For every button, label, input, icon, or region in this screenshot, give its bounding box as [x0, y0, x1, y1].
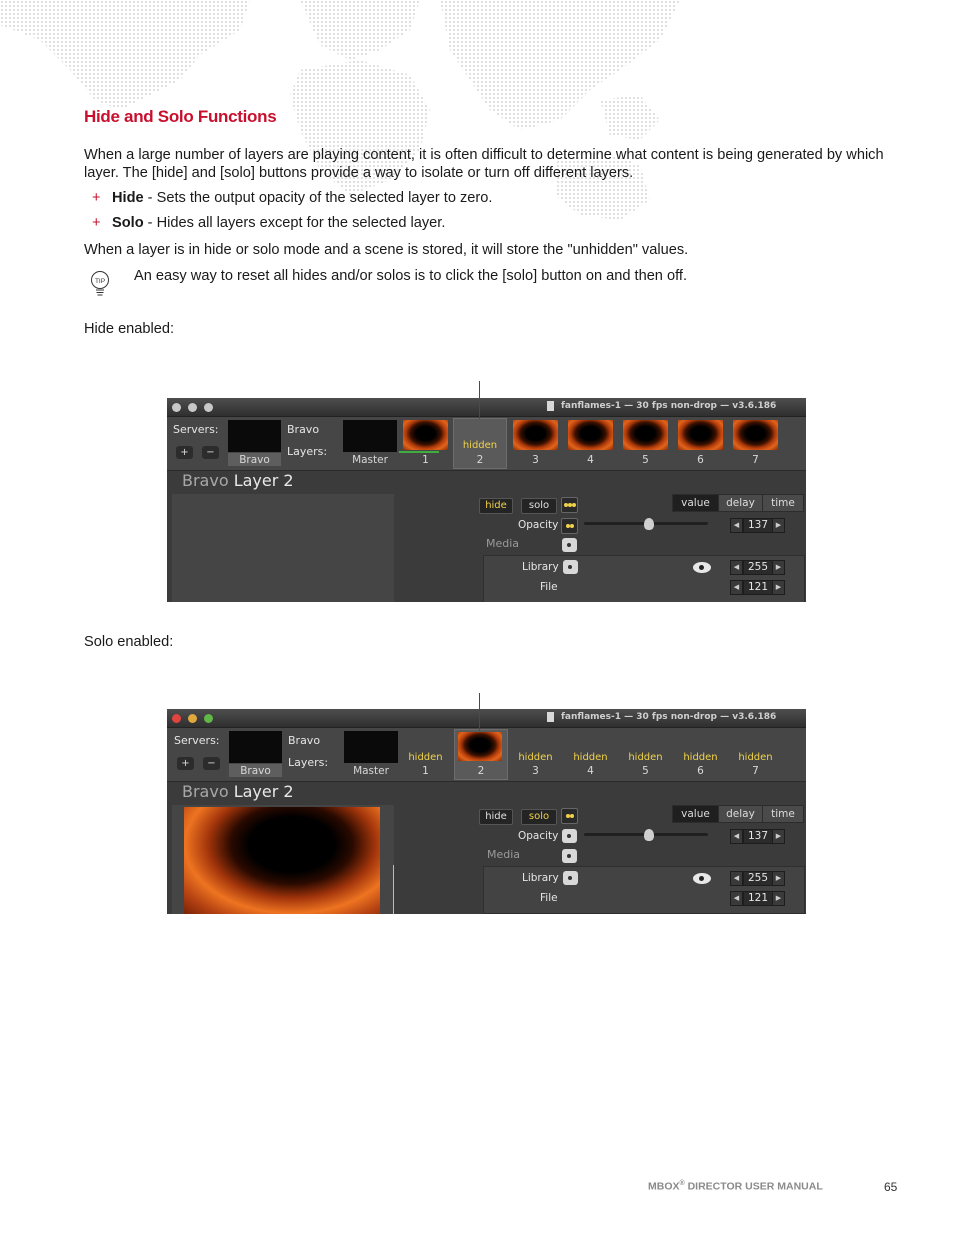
layer-number-7: 7 [752, 765, 759, 777]
screenshot-hide-enabled [167, 398, 806, 602]
window-title: fanflames-1 — 30 fps non-drop — v3.6.186 [561, 712, 777, 722]
close-window-button[interactable] [172, 403, 181, 412]
server-name: Bravo [287, 423, 320, 436]
footer-manual-title: MBOX® DIRECTOR USER MANUAL [648, 1180, 823, 1193]
layer-thumbnail-2[interactable] [458, 732, 502, 761]
server-thumb-caption: Bravo [240, 765, 271, 777]
master-thumbnail[interactable] [344, 731, 398, 763]
opacity-increment-button[interactable]: ▶ [772, 829, 785, 844]
layer-thumbnail-1[interactable] [403, 420, 448, 450]
layer-panel-title: Bravo Layer 2 [182, 471, 294, 490]
media-options-button[interactable] [562, 538, 577, 552]
layer-panel-title: Bravo Layer 2 [182, 782, 294, 801]
minimize-window-button[interactable] [188, 714, 197, 723]
screenshot-solo-enabled [167, 709, 806, 914]
eye-icon[interactable] [693, 873, 711, 884]
master-thumbnail[interactable] [343, 420, 397, 452]
tab-value[interactable]: value [672, 494, 719, 512]
layer-hidden-label-1: hidden [408, 752, 443, 763]
opacity-options-button[interactable] [562, 829, 577, 843]
layer-preview-image [184, 807, 380, 914]
server-thumb-caption: Bravo [239, 454, 270, 466]
document-icon [547, 401, 554, 411]
add-server-button[interactable]: + [176, 446, 193, 459]
bullet-solo [92, 214, 445, 232]
window-titlebar [167, 709, 806, 728]
layer-number-5: 5 [642, 454, 649, 466]
library-increment-button[interactable]: ▶ [772, 560, 785, 575]
layer-thumbnail-3[interactable] [513, 420, 558, 450]
bullet-term: Hide [112, 190, 144, 206]
more-options-button[interactable] [561, 497, 578, 513]
layer-number-5: 5 [642, 765, 649, 777]
zoom-window-button[interactable] [204, 403, 213, 412]
eye-icon[interactable] [693, 562, 711, 573]
layer-number-1: 1 [422, 765, 429, 777]
tab-time[interactable]: time [762, 494, 804, 512]
solo-button[interactable]: solo [521, 809, 557, 825]
servers-layers-row [167, 728, 806, 782]
layer-hidden-label-3: hidden [518, 752, 553, 763]
window-titlebar [167, 398, 806, 417]
media-options-button[interactable] [562, 849, 577, 863]
layer-number-4: 4 [587, 765, 594, 777]
master-thumb-caption: Master [353, 765, 389, 777]
layer-preview-panel [172, 805, 394, 914]
layer-number-6: 6 [697, 765, 704, 777]
opacity-increment-button[interactable]: ▶ [772, 518, 785, 533]
bullet-hide [92, 189, 492, 207]
master-thumb-caption: Master [352, 454, 388, 466]
library-value-field[interactable]: 255 [743, 560, 773, 575]
media-subpanel [483, 866, 805, 914]
server-name: Bravo [288, 734, 321, 747]
servers-layers-row [167, 417, 806, 471]
library-decrement-button[interactable]: ◀ [730, 560, 743, 575]
bullet-marker: + [92, 215, 101, 231]
note-paragraph: When a layer is in hide or solo mode and a scene is stored, it will store the "unhidden" values. [84, 242, 689, 258]
file-decrement-button[interactable]: ◀ [730, 580, 743, 595]
library-label: Library [522, 872, 559, 884]
tab-time[interactable]: time [762, 805, 804, 823]
file-increment-button[interactable]: ▶ [772, 891, 785, 906]
file-label: File [540, 581, 558, 593]
servers-label: Servers: [174, 734, 220, 747]
library-options-button[interactable] [563, 560, 578, 574]
bullet-text: - Hides all layers except for the selected layer. [143, 215, 446, 231]
tip-text: An easy way to reset all hides and/or solos is to click the [solo] button on and then off. [134, 268, 687, 284]
layer-number-7: 7 [752, 454, 759, 466]
server-thumbnail[interactable] [229, 731, 282, 763]
opacity-decrement-button[interactable]: ◀ [730, 518, 743, 533]
more-options-button[interactable] [561, 808, 578, 824]
add-server-button[interactable]: + [177, 757, 194, 770]
media-subpanel [483, 555, 805, 602]
opacity-slider-knob[interactable] [644, 518, 654, 530]
tab-delay[interactable]: delay [718, 805, 763, 823]
section-heading: Hide and Solo Functions [84, 107, 277, 126]
opacity-label: Opacity [518, 830, 559, 842]
layer-hidden-label-5: hidden [628, 752, 663, 763]
tip-lightbulb-icon [90, 270, 110, 298]
file-value-field[interactable]: 121 [743, 891, 773, 906]
layer-preview-panel [172, 494, 394, 602]
file-label: File [540, 892, 558, 904]
layer-number-2: 2 [477, 765, 485, 777]
layer-number-2: 2 [476, 454, 484, 466]
layer-thumbnail-7[interactable] [733, 420, 778, 450]
layer-thumbnail-4[interactable] [568, 420, 613, 450]
tab-delay[interactable]: delay [718, 494, 763, 512]
layer-activity-bar [399, 451, 439, 453]
hide-button[interactable]: hide [479, 809, 513, 825]
close-window-button[interactable] [172, 714, 181, 723]
media-label: Media [487, 848, 521, 861]
library-label: Library [522, 561, 559, 573]
layer-number-3: 3 [532, 454, 539, 466]
hide-button[interactable]: hide [479, 498, 513, 514]
layer-thumbnail-5[interactable] [623, 420, 668, 450]
library-value-field[interactable]: 255 [743, 871, 773, 886]
zoom-window-button[interactable] [204, 714, 213, 723]
layer-number-6: 6 [697, 454, 704, 466]
layer-number-4: 4 [587, 454, 594, 466]
window-title: fanflames-1 — 30 fps non-drop — v3.6.186 [561, 401, 777, 411]
library-increment-button[interactable]: ▶ [772, 871, 785, 886]
opacity-options-button[interactable] [561, 518, 578, 534]
layer-number-1: 1 [422, 454, 429, 466]
library-options-button[interactable] [563, 871, 578, 885]
page-number: 65 [884, 1180, 898, 1194]
bullet-term: Solo [112, 215, 144, 231]
layer-thumbnail-6[interactable] [678, 420, 723, 450]
minimize-window-button[interactable] [188, 403, 197, 412]
opacity-decrement-button[interactable]: ◀ [730, 829, 743, 844]
callout-line [479, 381, 480, 419]
file-value-field[interactable]: 121 [743, 580, 773, 595]
intro-paragraph: When a large number of layers are playing content, it is often difficult to determine what content is being generated by which layer. The [hide] and [solo] buttons provide a way to isolate or turn off different layers. [84, 147, 884, 181]
layer-number-3: 3 [532, 765, 539, 777]
library-decrement-button[interactable]: ◀ [730, 871, 743, 886]
bullet-marker: + [92, 190, 101, 206]
caption-hide-enabled: Hide enabled: [84, 321, 175, 337]
preview-scrollbar[interactable] [393, 865, 394, 914]
layer-hidden-label-4: hidden [573, 752, 608, 763]
media-label: Media [486, 537, 520, 550]
remove-server-button[interactable]: − [202, 446, 219, 459]
servers-label: Servers: [173, 423, 219, 436]
layers-label: Layers: [288, 756, 329, 769]
layers-label: Layers: [287, 445, 328, 458]
layer-hidden-label-6: hidden [683, 752, 718, 763]
solo-button[interactable]: solo [521, 498, 557, 514]
server-thumbnail[interactable] [228, 420, 281, 452]
layer-hidden-label-2: hidden [462, 440, 498, 451]
remove-server-button[interactable]: − [203, 757, 220, 770]
callout-line [479, 693, 480, 731]
tab-value[interactable]: value [672, 805, 719, 823]
document-icon [547, 712, 554, 722]
opacity-label: Opacity [518, 519, 559, 531]
bullet-text: - Sets the output opacity of the selected layer to zero. [143, 190, 493, 206]
svg-text:TIP: TIP [94, 278, 106, 285]
opacity-slider-knob[interactable] [644, 829, 654, 841]
layer-hidden-label-7: hidden [738, 752, 773, 763]
file-increment-button[interactable]: ▶ [772, 580, 785, 595]
opacity-value-field[interactable]: 137 [743, 518, 773, 533]
caption-solo-enabled: Solo enabled: [84, 634, 174, 650]
opacity-value-field[interactable]: 137 [743, 829, 773, 844]
file-decrement-button[interactable]: ◀ [730, 891, 743, 906]
